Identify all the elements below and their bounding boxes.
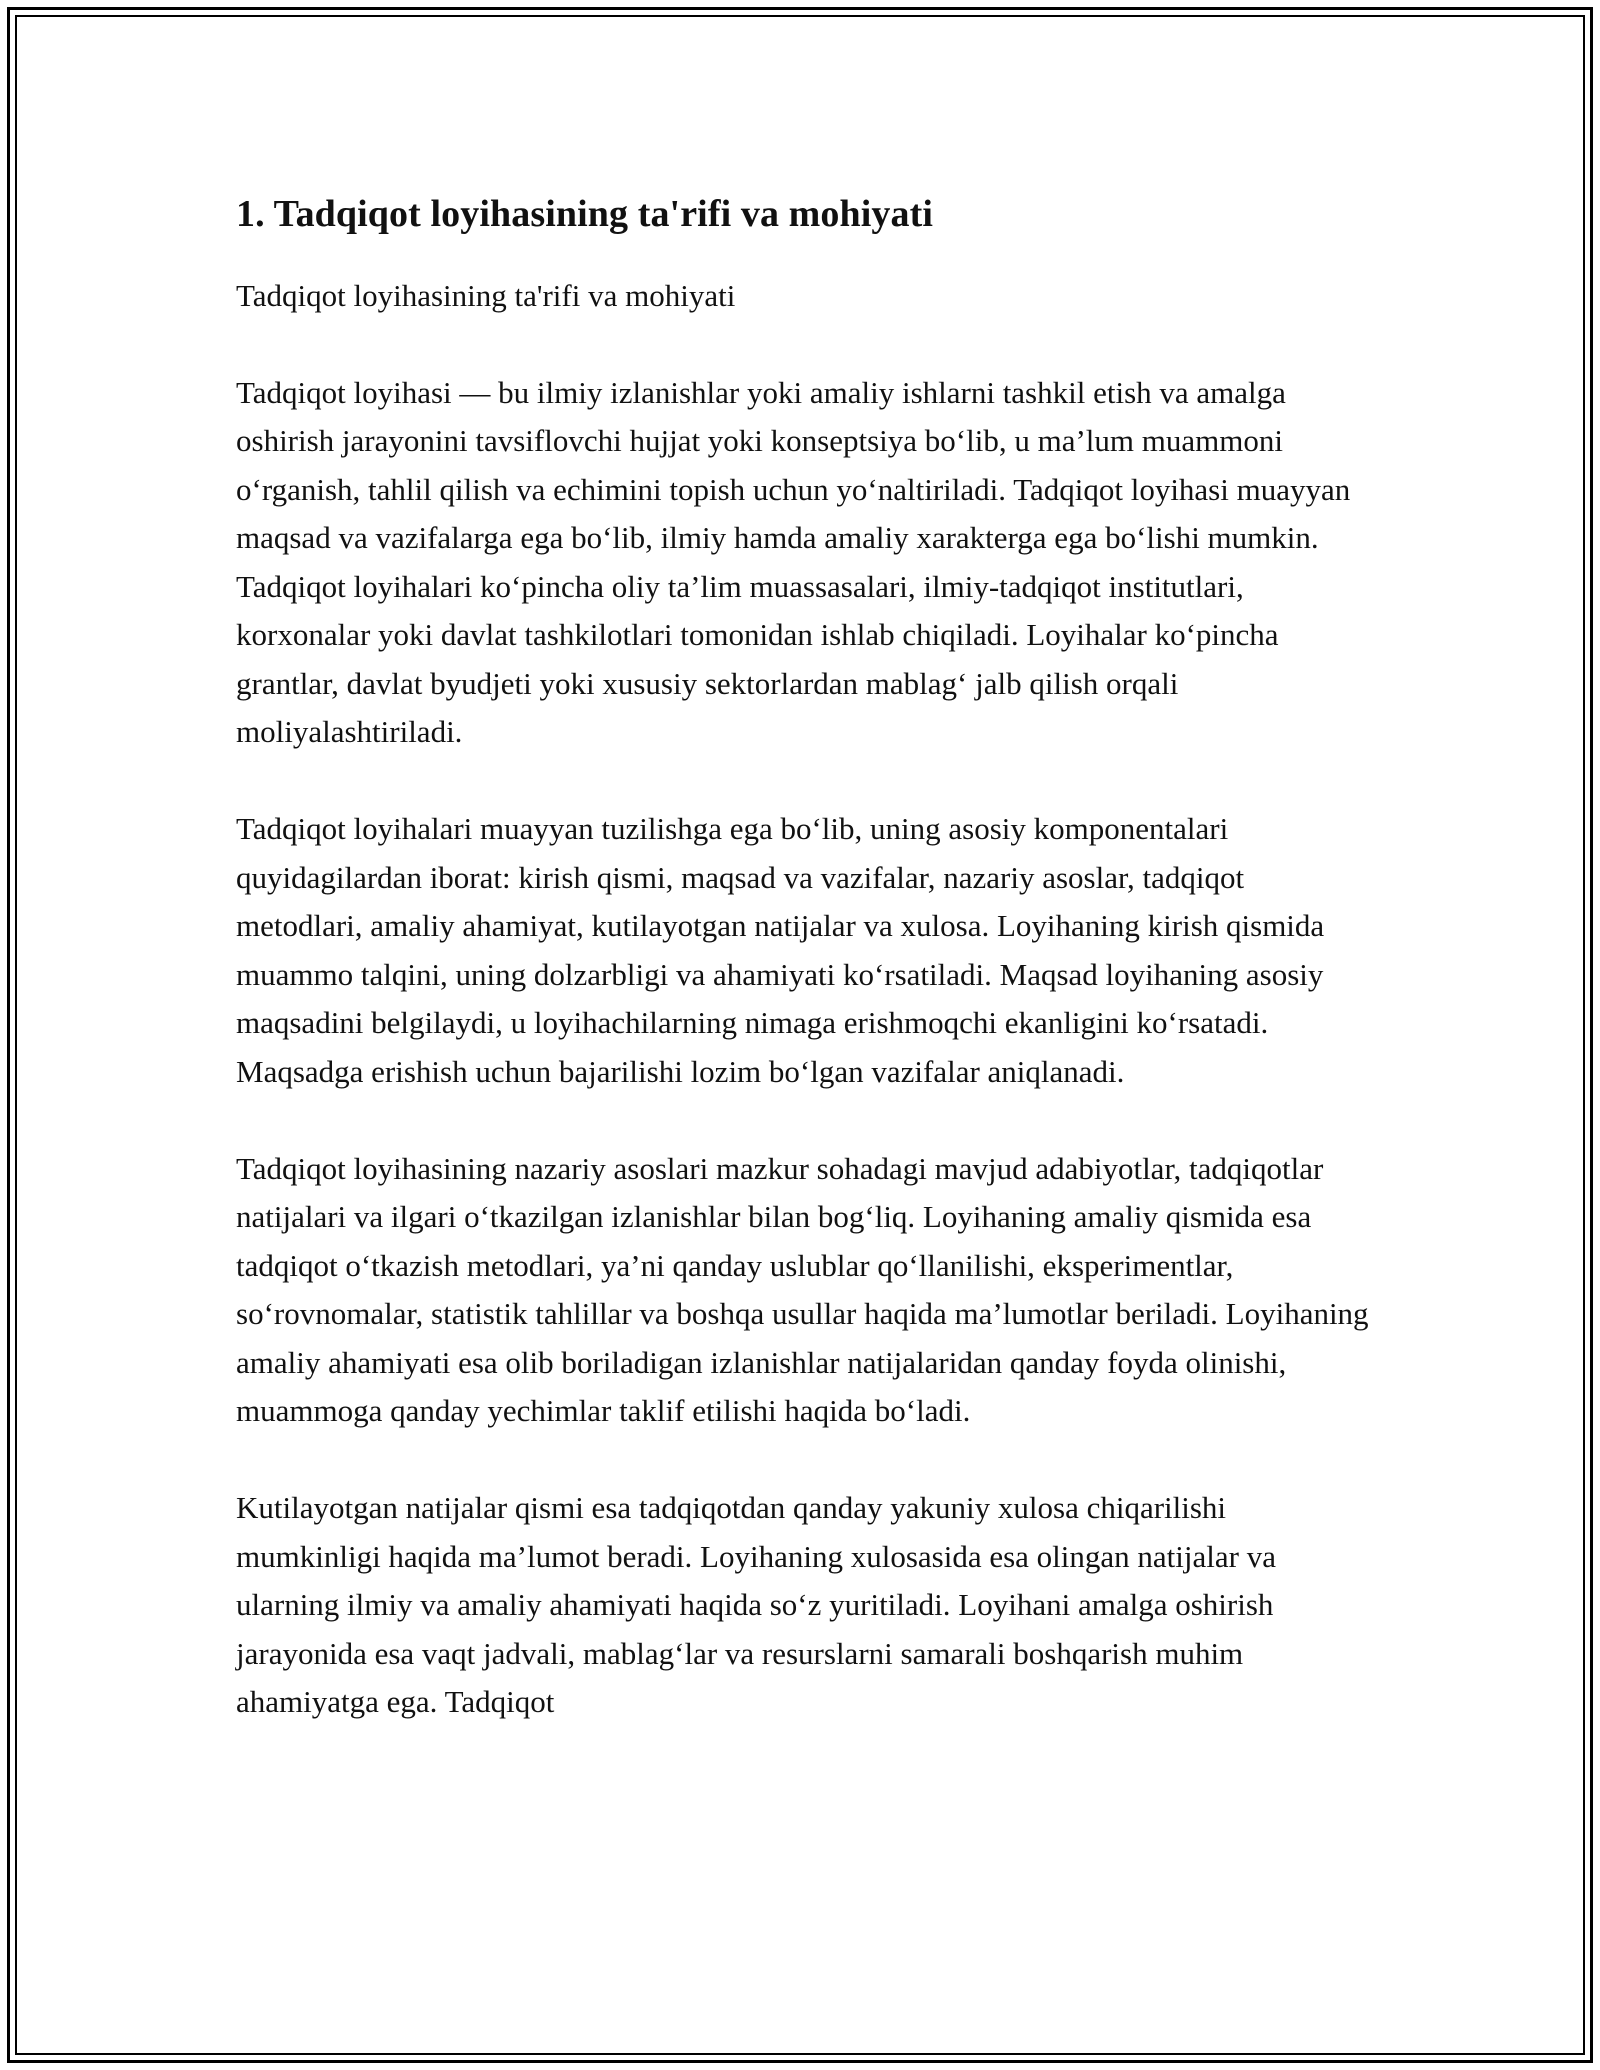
paragraph-1: Tadqiqot loyihasi — bu ilmiy izlanishlar yoki amaliy ishlarni tashkil etish va amalga oshirish jarayonini tavsiflovchi hujjat yoki konseptsiya bo‘lib, u ma’lum muammoni o‘rganish, tahlil qilish va echimini topish uchun yo‘naltiriladi. Tadqiqot loyihasi muayyan maqsad va vazifalarga ega bo‘lib, ilmiy hamda amaliy xarakterga ega bo‘lishi mumkin. Tadqiqot loyihalari ko‘pincha oliy ta’lim muassasalari, ilmiy-tadqiqot institutlari, korxonalar yoki davlat tashkilotlari tomonidan ishlab chiqiladi. Loyihalar ko‘pincha grantlar, davlat byudjeti yoki xususiy sektorlardan mablag‘ jalb qilish orqali moliyalashtiriladi. xyxy=(236,374,1351,749)
document-content xyxy=(236,190,1376,1775)
section-subtitle: Tadqiqot loyihasining ta'rifi va mohiyati xyxy=(236,278,736,313)
paragraph-3: Tadqiqot loyihasining nazariy asoslari mazkur sohadagi mavjud adabiyotlar, tadqiqotlar natijalari va ilgari o‘tkazilgan izlanishlar bilan bog‘liq. Loyihaning amaliy qismida esa tadqiqot o‘tkazish metodlari, ya’ni qanday uslublar qo‘llanilishi, eksperimentlar, so‘rovnomalar, statistik tahlillar va boshqa usullar haqida ma’lumotlar beriladi. Loyihaning amaliy ahamiyati esa olib boriladigan izlanishlar natijalaridan qanday foyda olinishi, muammoga qanday yechimlar taklif etilishi haqida bo‘ladi. xyxy=(236,1150,1369,1428)
paragraph-2: Tadqiqot loyihalari muayyan tuzilishga ega bo‘lib, uning asosiy komponentalari quyidagilardan iborat: kirish qismi, maqsad va vazifalar, nazariy asoslar, tadqiqot metodlari, amaliy ahamiyat, kutilayotgan natijalar va xulosa. Loyihaning kirish qismida muammo talqini, uning dolzarbligi va ahamiyati ko‘rsatiladi. Maqsad loyihaning asosiy maqsadini belgilaydi, u loyihachilarning nimaga erishmoqchi ekanligini ko‘rsatadi. Maqsadga erishish uchun bajarilishi lozim bo‘lgan vazifalar aniqlanadi. xyxy=(236,811,1325,1089)
section-heading: 1. Tadqiqot loyihasining ta'rifi va mohiyati xyxy=(236,193,934,235)
paragraph-4: Kutilayotgan natijalar qismi esa tadqiqotdan qanday yakuniy xulosa chiqarilishi mumkinligi haqida ma’lumot beradi. Loyihaning xulosasida esa olingan natijalar va ularning ilmiy va amaliy ahamiyati haqida so‘z yuritiladi. Loyihani amalga oshirish jarayonida esa vaqt jadvali, mablag‘lar va resurslarni samarali boshqarish muhim ahamiyatga ega. Tadqiqot xyxy=(236,1490,1276,1719)
